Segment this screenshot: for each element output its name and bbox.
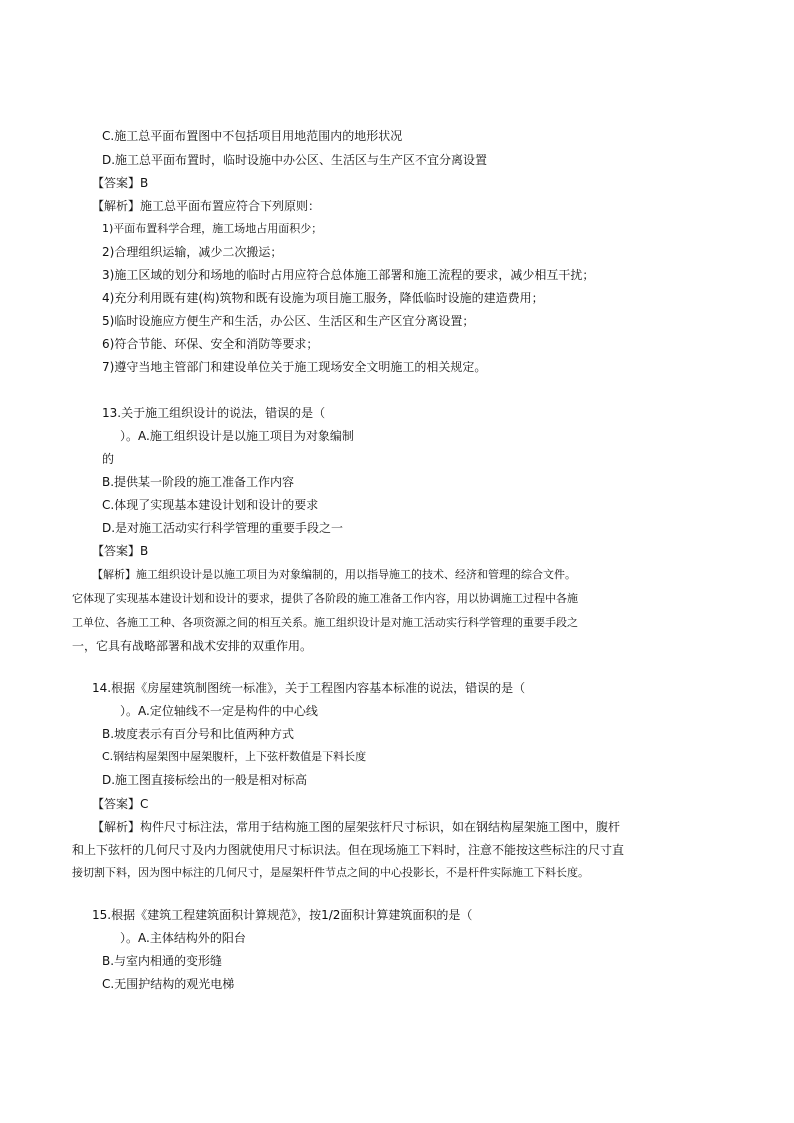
q14-analysis-1: 【解析】构件尺寸标注法，常用于结构施工图的屋架弦杆尺寸标识，如在钢结构屋架施工图中，腹杆 [92, 820, 621, 834]
q14-analysis-3: 接切割下料，因为图中标注的几何尺寸，是屋架杆件节点之间的中心投影长，不是杆件实际施工下料长度。 [72, 866, 589, 879]
q14-option-d: D.施工图直接标绘出的一般是相对标高 [102, 773, 308, 787]
q13-stem: 13.关于施工组织设计的说法，错误的是（ [102, 406, 326, 420]
q12-answer: 【答案】B [92, 176, 149, 190]
q13-answer: 【答案】B [92, 544, 149, 558]
q14-option-c: C.钢结构屋架图中屋架腹杆，上下弦杆数值是下料长度 [102, 750, 367, 763]
q13-analysis-1: 【解析】施工组织设计是以施工项目为对象编制的，用以指导施工的技术、经济和管理的综合文件。 [92, 568, 576, 581]
q13-analysis-3: 工单位、各施工工种、各项资源之间的相互关系。施工组织设计是对施工活动实行科学管理的重要手段之 [72, 616, 578, 629]
q14-stem: 14.根据《房屋建筑制图统一标准》，关于工程图内容基本标准的说法，错误的是（ [92, 681, 526, 695]
q15-option-c: C.无围护结构的观光电梯 [102, 977, 235, 991]
q15-option-b: B.与室内相通的变形缝 [102, 954, 223, 968]
q13-option-a: ）。A.施工组织设计是以施工项目为对象编制 [120, 429, 354, 443]
q15-option-a: ）。A.主体结构外的阳台 [120, 931, 246, 945]
q12-analysis: 【解析】施工总平面布置应符合下列原则： [92, 199, 321, 213]
q13-analysis-4: 一，它具有战略部署和战术安排的双重作用。 [72, 639, 313, 653]
q13-option-c: C.体现了实现基本建设计划和设计的要求 [102, 498, 319, 512]
q13-option-a-cont: 的 [102, 452, 115, 466]
q12-principle-4: 4)充分利用既有建(构)筑物和既有设施为项目施工服务，降低临时设施的建造费用； [102, 291, 544, 305]
q13-analysis-2: 它体现了实现基本建设计划和设计的要求，提供了各阶段的施工准备工作内容，用以协调施工过程中各施 [72, 592, 578, 605]
q12-principle-1: 1)平面布置科学合理，施工场地占用面积少； [102, 222, 323, 235]
q12-principle-6: 6)符合节能、环保、安全和消防等要求； [102, 337, 319, 351]
q13-option-d: D.是对施工活动实行科学管理的重要手段之一 [102, 521, 344, 535]
q12-principle-7: 7)遵守当地主管部门和建设单位关于施工现场安全文明施工的相关规定。 [102, 360, 487, 374]
q12-principle-2: 2)合理组织运输，减少二次搬运； [102, 245, 283, 259]
q13-option-b: B.提供某一阶段的施工准备工作内容 [102, 475, 295, 489]
q15-stem: 15.根据《建筑工程建筑面积计算规范》，按1/2面积计算建筑面积的是（ [92, 908, 473, 922]
q14-option-b: B.坡度表示有百分号和比值两种方式 [102, 727, 295, 741]
q12-option-c: C.施工总平面布置图中不包括项目用地范围内的地形状况 [102, 129, 403, 143]
q14-answer: 【答案】C [92, 797, 149, 811]
q12-principle-5: 5)临时设施应方便生产和生活，办公区、生活区和生产区宜分离设置； [102, 314, 475, 328]
q14-analysis-2: 和上下弦杆的几何尺寸及内力图就使用尺寸标识法。但在现场施工下料时，注意不能按这些标注的尺寸直 [72, 843, 625, 857]
q12-principle-3: 3)施工区域的划分和场地的临时占用应符合总体施工部署和施工流程的要求，减少相互干扰； [102, 268, 595, 282]
q12-option-d: D.施工总平面布置时，临时设施中办公区、生活区与生产区不宜分离设置 [102, 153, 488, 167]
q14-option-a: ）。A.定位轴线不一定是构件的中心线 [120, 704, 318, 718]
